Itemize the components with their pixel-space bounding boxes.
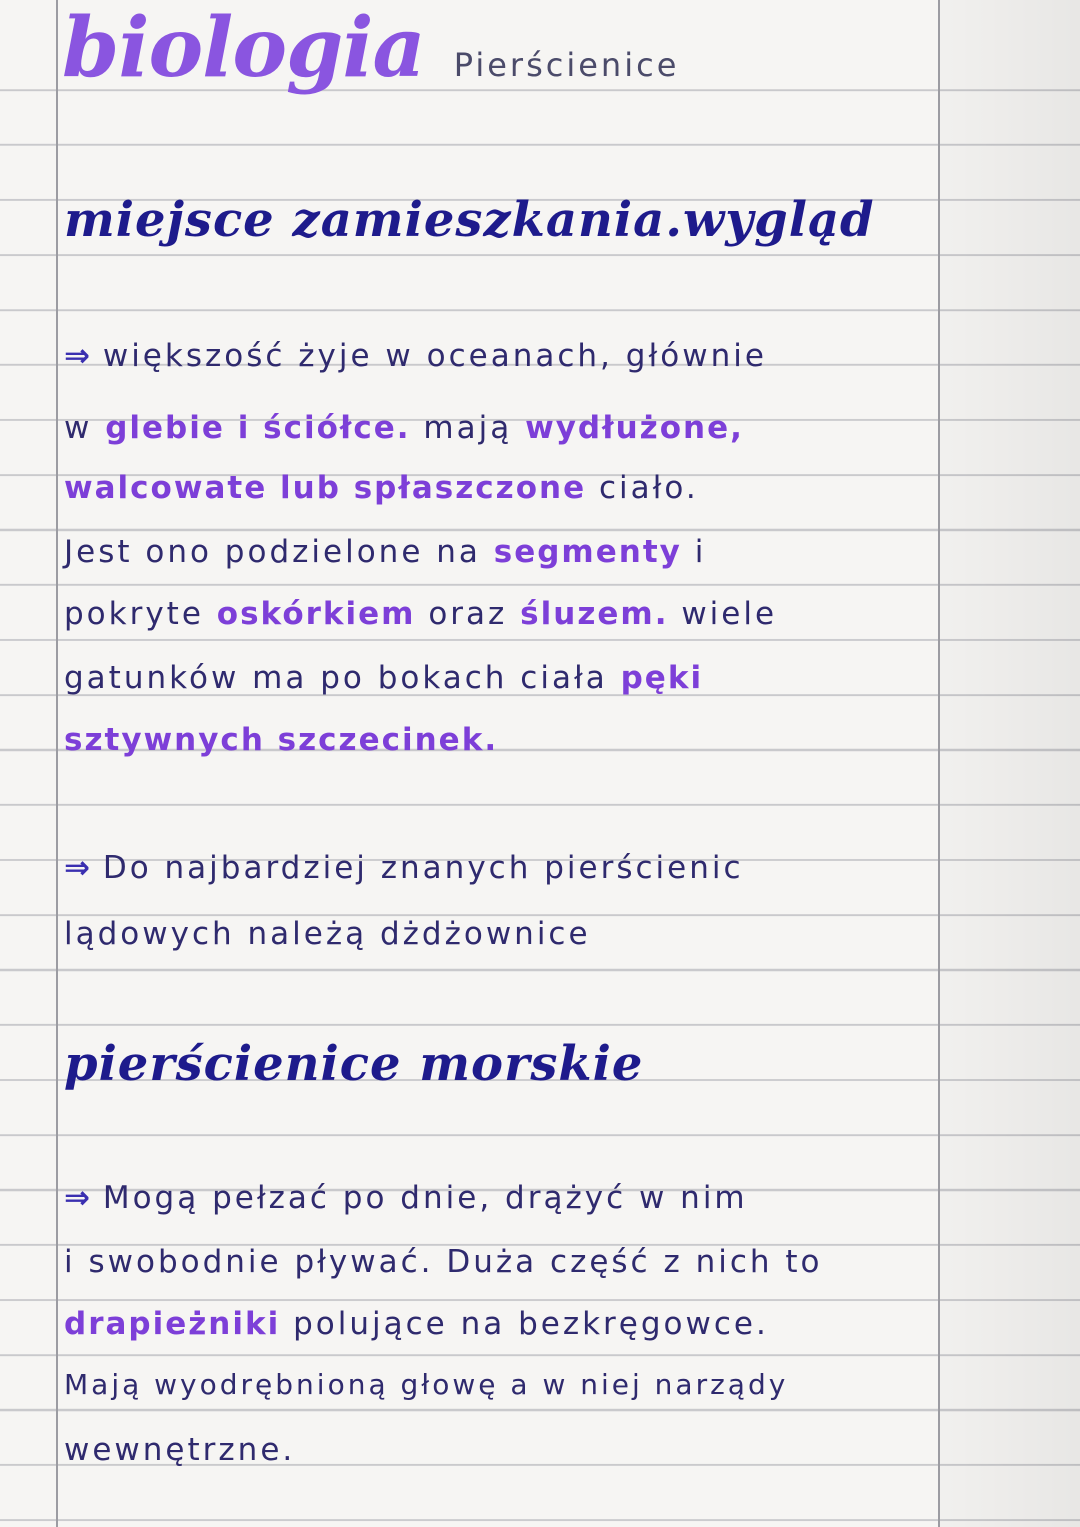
highlight-text: drapieżniki xyxy=(64,1306,281,1342)
text: Do najbardziej znanych pierścienic xyxy=(102,850,744,886)
text: Mają wyodrębnioną głowę a w niej narządy xyxy=(64,1368,789,1401)
text: oraz xyxy=(415,596,521,632)
text: polujące na bezkręgowce. xyxy=(280,1306,769,1342)
text: większość żyje w oceanach, głównie xyxy=(102,338,767,374)
title-row xyxy=(62,0,679,96)
text-line xyxy=(64,850,744,886)
text-line xyxy=(64,1180,748,1216)
text-line xyxy=(64,916,591,952)
highlight-text: oskórkiem xyxy=(216,596,416,632)
highlight-text: segmenty xyxy=(493,534,682,570)
page-edge-shadow xyxy=(940,0,1080,1527)
left-margin-line xyxy=(56,0,58,1527)
text: wiele xyxy=(668,596,778,632)
text-line xyxy=(64,534,706,570)
page-subtitle: Pierścienice xyxy=(453,46,680,84)
text-line xyxy=(64,470,699,506)
text-line xyxy=(64,596,777,632)
highlight-text: glebie i ściółce. xyxy=(105,410,411,446)
text-line xyxy=(64,410,744,446)
text: gatunków ma po bokach ciała xyxy=(64,660,621,696)
text: i xyxy=(681,534,707,570)
text-line xyxy=(64,722,498,758)
text: wewnętrzne. xyxy=(64,1432,296,1468)
text: lądowych należą dżdżownice xyxy=(64,916,591,952)
arrow-icon: ⇒ xyxy=(64,338,93,374)
text-line xyxy=(64,660,703,696)
highlight-text: śluzem. xyxy=(520,596,669,632)
highlight-text: walcowate lub spłaszczone xyxy=(64,470,587,506)
section-heading-marine xyxy=(64,1036,643,1092)
page-title: biologia xyxy=(62,0,425,96)
arrow-icon: ⇒ xyxy=(64,850,93,886)
text: w xyxy=(64,410,106,446)
highlight-text: pęki xyxy=(620,660,704,696)
section-heading: miejsce zamieszkania.wygląd xyxy=(64,192,875,248)
text: mają xyxy=(410,410,526,446)
text: Jest ono podzielone na xyxy=(64,534,494,570)
text: ciało. xyxy=(586,470,699,506)
text-line xyxy=(64,1244,823,1280)
text-line xyxy=(64,1306,769,1342)
highlight-text: sztywnych szczecinek. xyxy=(64,722,499,758)
highlight-text: wydłużone, xyxy=(525,410,744,446)
text-line xyxy=(64,1432,295,1468)
text-line xyxy=(64,1368,788,1401)
section-heading-habitat xyxy=(64,192,875,248)
text: Mogą pełzać po dnie, drążyć w nim xyxy=(102,1180,748,1216)
text: i swobodnie pływać. Duża część z nich to xyxy=(64,1244,823,1280)
text: pokryte xyxy=(64,596,217,632)
arrow-icon: ⇒ xyxy=(64,1180,93,1216)
text-line xyxy=(64,338,767,374)
section-heading: pierścienice morskie xyxy=(64,1036,644,1092)
